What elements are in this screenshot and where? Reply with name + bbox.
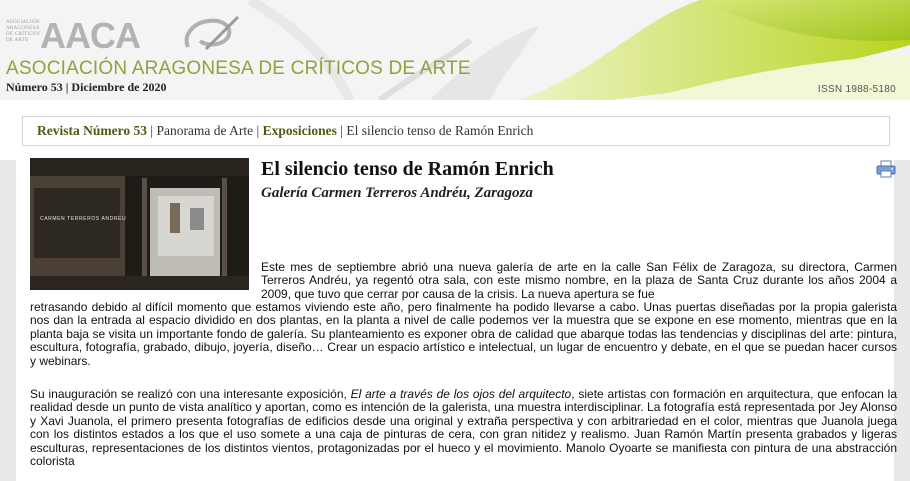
logo-swoosh-icon (178, 15, 248, 55)
left-margin-strip (0, 160, 16, 481)
issn-number: ISSN 1988-5180 (817, 84, 896, 95)
breadcrumb-panorama[interactable]: Panorama de Arte (156, 123, 254, 138)
site-logo[interactable]: AACA (40, 15, 140, 56)
breadcrumb-issue-link[interactable]: Revista Número 53 (37, 123, 147, 138)
logo-small-text: ASOCIACIÓN ARAGONESA DE CRÍTICOS DE ARTE (6, 20, 40, 43)
issue-info: Número 53 | Diciembre de 2020 (6, 80, 167, 94)
article-title: El silencio tenso de Ramón Enrich (261, 158, 554, 180)
exhibition-title: El arte a través de los ojos del arquitecto (350, 387, 572, 401)
photo-sign-text: CARMEN TERREROS ANDRÉU (40, 216, 127, 222)
site-header (0, 0, 910, 100)
paragraph-text: , siete artistas con formación en arquitectura, que enfocan la realidad desde un punto de vista analítico y aportan, como es intención de la galerista, una muestra interdisciplinar. La fotografía está representada por Jey Alonso y Xavi Juanola, el primero presenta fotografías de edificios desde una original y extraña perspectiva y con arbitrariedad en el color, mientras que Juanola juega con los distintos estados a los que el uso somete a una caja de pinturas de cera, con gran nitidez y realismo. Juan Ramón Martín presenta grabados y ligeras esculturas, representaciones de los distintos vientos, protagonizadas por el hueco y el movimiento. Manolo Oyoarte se manifiesta con pintura de una abstracción colorista (30, 387, 898, 469)
breadcrumb-current: El silencio tenso de Ramón Enrich (346, 123, 534, 138)
article-subtitle: Galería Carmen Terreros Andréu, Zaragoza (261, 185, 533, 201)
breadcrumb-exhibitions-link[interactable]: Exposiciones (262, 123, 337, 138)
gallery-photo (30, 158, 249, 290)
breadcrumb-separator: | (336, 123, 347, 138)
paragraph-inauguration (30, 388, 897, 468)
gallery-entrance-image (30, 158, 249, 290)
paragraph-text: Su inauguración se realizó con una interesante exposición, (30, 387, 351, 401)
breadcrumb-separator: | (146, 123, 157, 138)
breadcrumb-separator: | (253, 123, 263, 138)
organization-name: ASOCIACIÓN ARAGONESA DE CRÍTICOS DE ARTE (6, 58, 471, 79)
paragraph-intro: Este mes de septiembre abrió una nueva galería de arte en la calle San Félix de Zaragoza, su directora, Carmen Terreros Andréu, ya regentó otra sala, con este mismo nombre, en la plaza de Santa Cruz durante los años 2004 a 2009, que tuvo que cerrar por causa de la crisis. La nueva apertura se fue (261, 260, 897, 301)
printer-icon[interactable] (876, 160, 896, 178)
breadcrumb (22, 116, 890, 146)
paragraph-intro-continued: retrasando debido al difícil momento que estamos viviendo este año, pero finalmente ha podido llevarse a cabo. Unas puertas diseñadas por la propia galerista nos dan la entrada al espacio dividido en dos plantas, en la planta a nivel de calle podemos ver la muestra que se expone en ese momento, mientras que en la planta baja se visita un importante fondo de galería. Su planteamiento es exponer obra de calidad que abarque todas las tendencias y disciplinas del arte: pintura, escultura, fotografía, grabado, dibujo, joyería, diseño… Crear un espacio artístico e intelectual, un lugar de encuentro y debate, en el que se puedan hacer cursos y webinars. (30, 300, 897, 368)
